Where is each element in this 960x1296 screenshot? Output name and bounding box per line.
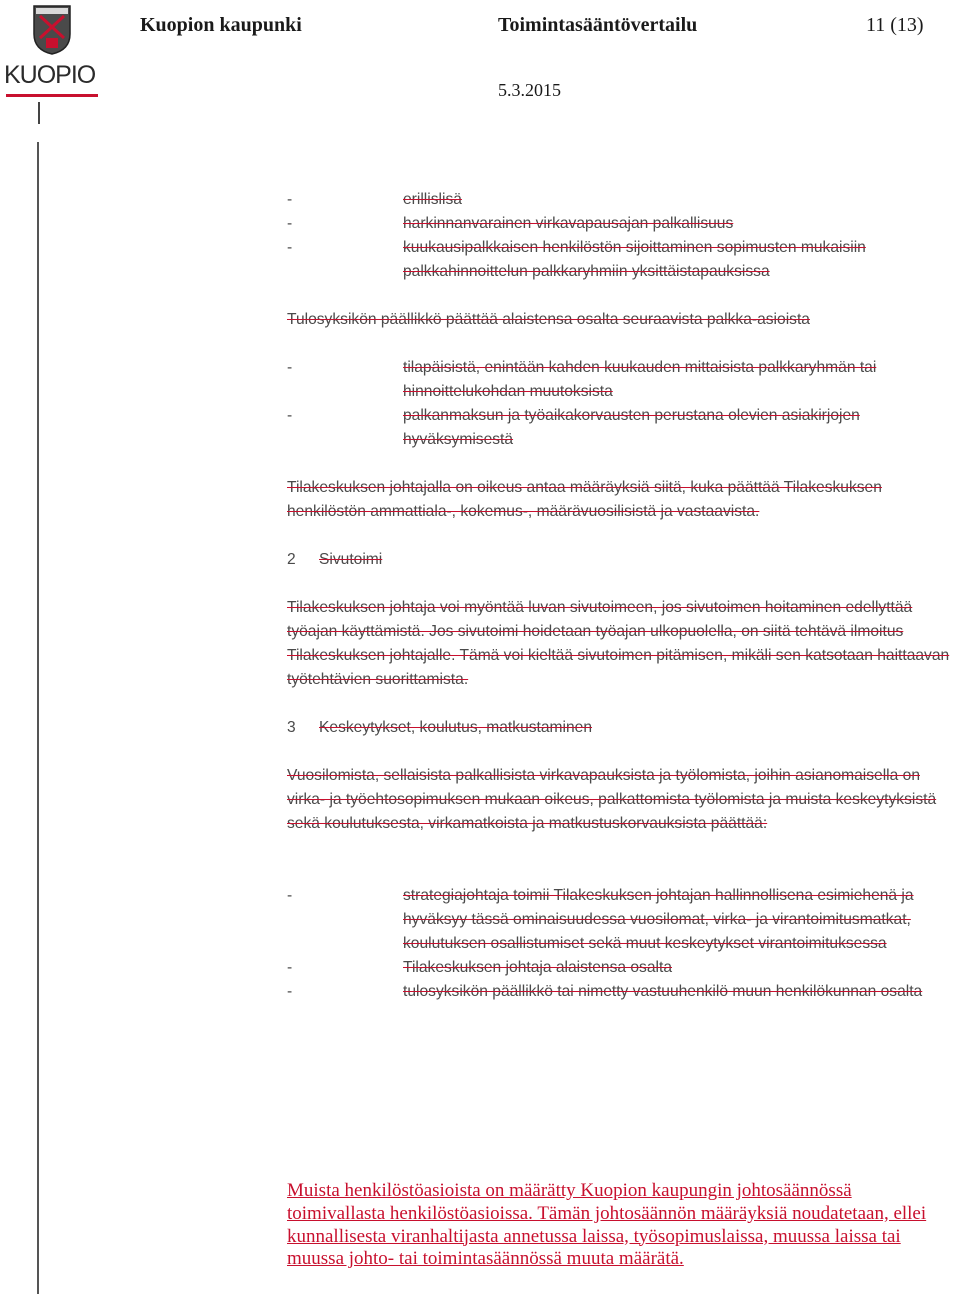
kuopio-logo: [4, 4, 98, 124]
logo-wordmark: KUOPIO: [4, 61, 96, 89]
list-item: [287, 236, 959, 284]
list-item-text: harkinnanvarainen virkavapausajan palkallisuus: [403, 215, 734, 232]
list-item: [287, 884, 959, 956]
paragraph-vuosilomat: [287, 764, 959, 836]
list-dash: -: [287, 215, 293, 232]
logo-tick: [38, 102, 40, 124]
list-item: [287, 956, 959, 980]
list-dash: -: [287, 887, 293, 904]
page-number: 11 (13): [866, 14, 924, 36]
list-item: [287, 188, 959, 212]
coat-of-arms-icon: [32, 4, 72, 56]
list-item: [287, 356, 959, 404]
list-item-text: kuukausipalkkaisen henkilöstön sijoittaminen sopimusten mukaisiin palkkahinnoittelun palkkaryhmiin yksittäistapauksissa: [403, 239, 866, 280]
document-date: 5.3.2015: [498, 80, 561, 100]
paragraph-text: Tilakeskuksen johtajalla on oikeus antaa määräyksiä siitä, kuka päättää Tilakeskuksen henkilöstön ammattiala-, kokemus-, määrävuosilisistä ja vastaavista.: [287, 479, 882, 520]
document-title: Toimintasääntövertailu: [498, 14, 698, 36]
list-item: [287, 212, 959, 236]
list-item-text: tilapäisistä, enintään kahden kuukauden mittaisista palkkaryhmän tai hinnoittelukohdan muutoksista: [403, 359, 877, 400]
list-item: [287, 404, 959, 452]
list-dash: -: [287, 191, 293, 208]
section-number: 3: [287, 719, 296, 736]
list-dash: -: [287, 959, 293, 976]
deleted-list-1: [287, 188, 959, 284]
paragraph-maarays: [287, 476, 959, 524]
list-dash: -: [287, 239, 293, 256]
paragraph-tulosyksikko: [287, 308, 959, 332]
logo-underline: [6, 94, 98, 97]
section-title: Sivutoimi: [319, 551, 383, 568]
list-item: [287, 980, 959, 1004]
list-dash: -: [287, 359, 293, 376]
inserted-paragraph: Muista henkilöstöasioista on määrätty Kuopion kaupungin johtosäännössä toimivallasta henkilöstöasioissa. Tämän johtosäännön määräyksiä noudatetaan, ellei kunnallisesta viranhaltijasta annetussa laissa, työsopimuslaissa, muussa laissa tai muussa johto- tai toimintasäännössä muuta määrätä.: [287, 1180, 927, 1270]
paragraph-text: Tulosyksikön päällikkö päättää alaistensa osalta seuraavista palkka-asioista: [287, 311, 810, 328]
paragraph-text: Vuosilomista, sellaisista palkallisista virkavapauksista ja työlomista, joihin asianomaisella on virka- ja työehtosopimuksen mukaan oikeus, palkattomista työlomista ja muista keskeytyksistä sekä koulutuksesta, virkamatkoista ja matkustuskorvauksista päättää:: [287, 767, 937, 832]
list-item-text: strategiajohtaja toimii Tilakeskuksen johtajan hallinnollisena esimiehenä ja hyväksyy tässä ominaisuudessa vuosilomat, virka- ja virantoimitusmatkat, koulutuksen osallistumiset sekä muut keskeytykset virantoimituksessa: [403, 887, 914, 952]
deleted-list-2: [287, 356, 959, 452]
list-dash: -: [287, 983, 293, 1000]
section-3-heading: [287, 716, 592, 740]
organization-name: Kuopion kaupunki: [140, 14, 302, 36]
list-dash: -: [287, 407, 293, 424]
list-item-text: palkanmaksun ja työaikakorvausten perustana olevien asiakirjojen hyväksymisestä: [403, 407, 860, 448]
section-2-heading: [287, 548, 382, 572]
paragraph-text: Tilakeskuksen johtaja voi myöntää luvan sivutoimeen, jos sivutoimen hoitaminen edellyttää työajan käyttämistä. Jos sivutoimi hoidetaan työajan ulkopuolella, on siitä tehtävä ilmoitus Tilakeskuksen johtajalle. Tämä voi kieltää sivutoimen pitämisen, mikäli sen katsotaan haittaavan työtehtävien suorittamista.: [287, 599, 950, 688]
list-item-text: Tilakeskuksen johtaja alaistensa osalta: [403, 959, 672, 976]
list-item-text: erillislisä: [403, 191, 462, 208]
margin-rule: [37, 142, 39, 1294]
deleted-list-3: [287, 884, 959, 1004]
section-number: 2: [287, 551, 296, 568]
paragraph-sivutoimi: [287, 596, 959, 692]
section-title: Keskeytykset, koulutus, matkustaminen: [319, 719, 593, 736]
list-item-text: tulosyksikön päällikkö tai nimetty vastuuhenkilö muun henkilökunnan osalta: [403, 983, 923, 1000]
